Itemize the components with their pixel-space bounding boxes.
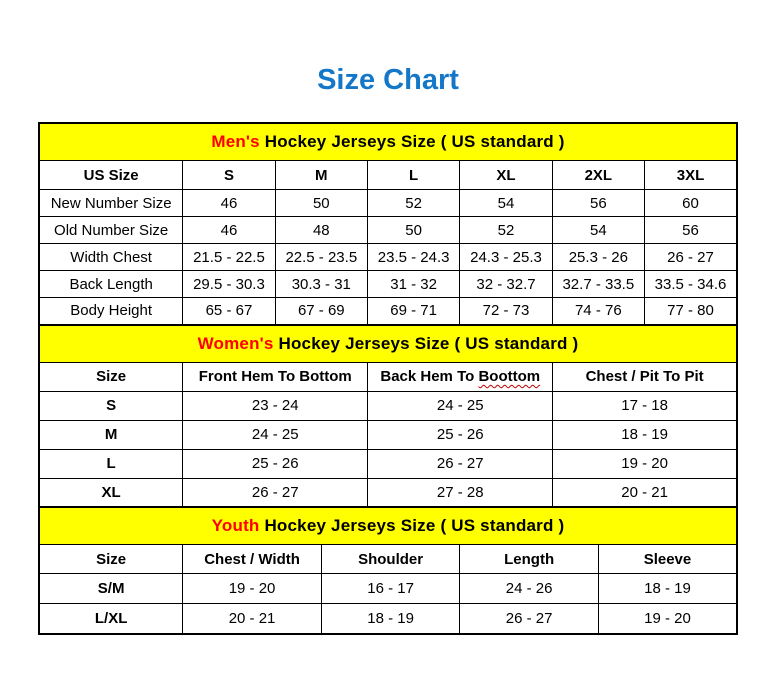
youth-column-header: Shoulder xyxy=(321,545,460,574)
mens-table-row xyxy=(39,271,737,298)
womens-column-header: Front Hem To Bottom xyxy=(183,362,368,391)
youth-column-header: Sleeve xyxy=(598,545,737,574)
womens-cell: 24 - 25 xyxy=(183,420,368,449)
womens-column-header: Chest / Pit To Pit xyxy=(553,362,737,391)
womens-table-row xyxy=(39,391,737,420)
womens-cell: 20 - 21 xyxy=(553,478,737,507)
womens-cell: 23 - 24 xyxy=(183,391,368,420)
womens-column-header: Size xyxy=(39,362,183,391)
mens-cell: 33.5 - 34.6 xyxy=(645,271,738,298)
mens-row-label: Width Chest xyxy=(39,244,183,271)
womens-row-label: L xyxy=(39,449,183,478)
mens-cell: 69 - 71 xyxy=(367,298,459,325)
mens-cell: 52 xyxy=(460,217,552,244)
womens-row-label: M xyxy=(39,420,183,449)
mens-cell: 32 - 32.7 xyxy=(460,271,552,298)
mens-row-label: Old Number Size xyxy=(39,217,183,244)
womens-cell: 24 - 25 xyxy=(368,391,553,420)
mens-cell: 56 xyxy=(645,217,738,244)
mens-cell: 56 xyxy=(552,190,644,217)
youth-cell: 16 - 17 xyxy=(321,574,460,604)
mens-cell: 22.5 - 23.5 xyxy=(275,244,367,271)
mens-column-header: 3XL xyxy=(645,161,738,190)
youth-column-header: Size xyxy=(39,545,183,574)
mens-cell: 74 - 76 xyxy=(552,298,644,325)
mens-cell: 32.7 - 33.5 xyxy=(552,271,644,298)
womens-column-header: Back Hem To Boottom xyxy=(368,362,553,391)
mens-cell: 25.3 - 26 xyxy=(552,244,644,271)
womens-cell: 17 - 18 xyxy=(553,391,737,420)
youth-column-header: Chest / Width xyxy=(183,545,322,574)
womens-section-title-highlight: Women's xyxy=(197,333,274,353)
womens-cell: 25 - 26 xyxy=(368,420,553,449)
mens-row-label: Back Length xyxy=(39,271,183,298)
youth-table-row xyxy=(39,604,737,634)
mens-cell: 46 xyxy=(183,190,275,217)
youth-cell: 18 - 19 xyxy=(321,604,460,634)
mens-column-header: S xyxy=(183,161,275,190)
youth-cell: 24 - 26 xyxy=(460,574,599,604)
youth-cell: 18 - 19 xyxy=(598,574,737,604)
mens-cell: 46 xyxy=(183,217,275,244)
womens-cell: 25 - 26 xyxy=(183,449,368,478)
mens-cell: 72 - 73 xyxy=(460,298,552,325)
youth-size-table xyxy=(38,506,738,635)
youth-section-title-highlight: Youth xyxy=(211,516,260,535)
mens-cell: 29.5 - 30.3 xyxy=(183,271,275,298)
youth-row-label: S/M xyxy=(39,574,183,604)
womens-cell: 18 - 19 xyxy=(553,420,737,449)
mens-cell: 48 xyxy=(275,217,367,244)
womens-row-label: XL xyxy=(39,478,183,507)
mens-table-row xyxy=(39,190,737,217)
mens-cell: 67 - 69 xyxy=(275,298,367,325)
tables xyxy=(38,122,738,635)
page-title: Size Chart xyxy=(317,64,459,96)
mens-cell: 26 - 27 xyxy=(645,244,738,271)
youth-cell: 20 - 21 xyxy=(183,604,322,634)
mens-table-row xyxy=(39,298,737,325)
mens-size-table xyxy=(38,122,738,326)
womens-table-row xyxy=(39,478,737,507)
mens-table-row xyxy=(39,244,737,271)
mens-cell: 54 xyxy=(460,190,552,217)
womens-row-label: S xyxy=(39,391,183,420)
mens-column-header: L xyxy=(367,161,459,190)
womens-cell: 19 - 20 xyxy=(553,449,737,478)
mens-table-row xyxy=(39,217,737,244)
mens-row-label: Body Height xyxy=(39,298,183,325)
mens-cell: 30.3 - 31 xyxy=(275,271,367,298)
womens-cell: 26 - 27 xyxy=(368,449,553,478)
youth-cell: 26 - 27 xyxy=(460,604,599,634)
mens-cell: 31 - 32 xyxy=(367,271,459,298)
mens-section-title-highlight: Men's xyxy=(211,132,260,151)
womens-section-title: Women's Hockey Jerseys Size ( US standard ) xyxy=(39,325,737,363)
mens-column-header: 2XL xyxy=(552,161,644,190)
mens-row-label: New Number Size xyxy=(39,190,183,217)
youth-cell: 19 - 20 xyxy=(183,574,322,604)
womens-table-row xyxy=(39,420,737,449)
mens-cell: 50 xyxy=(367,217,459,244)
mens-cell: 65 - 67 xyxy=(183,298,275,325)
womens-size-table xyxy=(38,324,738,509)
misspelled-word: Boottom xyxy=(478,368,541,385)
mens-cell: 23.5 - 24.3 xyxy=(367,244,459,271)
womens-cell: 26 - 27 xyxy=(183,478,368,507)
mens-column-header: US Size xyxy=(39,161,183,190)
mens-column-header: M xyxy=(275,161,367,190)
mens-column-header: XL xyxy=(460,161,552,190)
youth-row-label: L/XL xyxy=(39,604,183,634)
mens-cell: 77 - 80 xyxy=(645,298,738,325)
womens-cell: 27 - 28 xyxy=(368,478,553,507)
youth-cell: 19 - 20 xyxy=(598,604,737,634)
youth-column-header: Length xyxy=(460,545,599,574)
womens-table-row xyxy=(39,449,737,478)
mens-cell: 50 xyxy=(275,190,367,217)
youth-section-title: Youth Hockey Jerseys Size ( US standard ) xyxy=(39,507,737,545)
youth-table-row xyxy=(39,574,737,604)
mens-section-title: Men's Hockey Jerseys Size ( US standard ) xyxy=(39,123,737,161)
mens-cell: 24.3 - 25.3 xyxy=(460,244,552,271)
mens-cell: 21.5 - 22.5 xyxy=(183,244,275,271)
mens-cell: 60 xyxy=(645,190,738,217)
mens-cell: 54 xyxy=(552,217,644,244)
mens-cell: 52 xyxy=(367,190,459,217)
